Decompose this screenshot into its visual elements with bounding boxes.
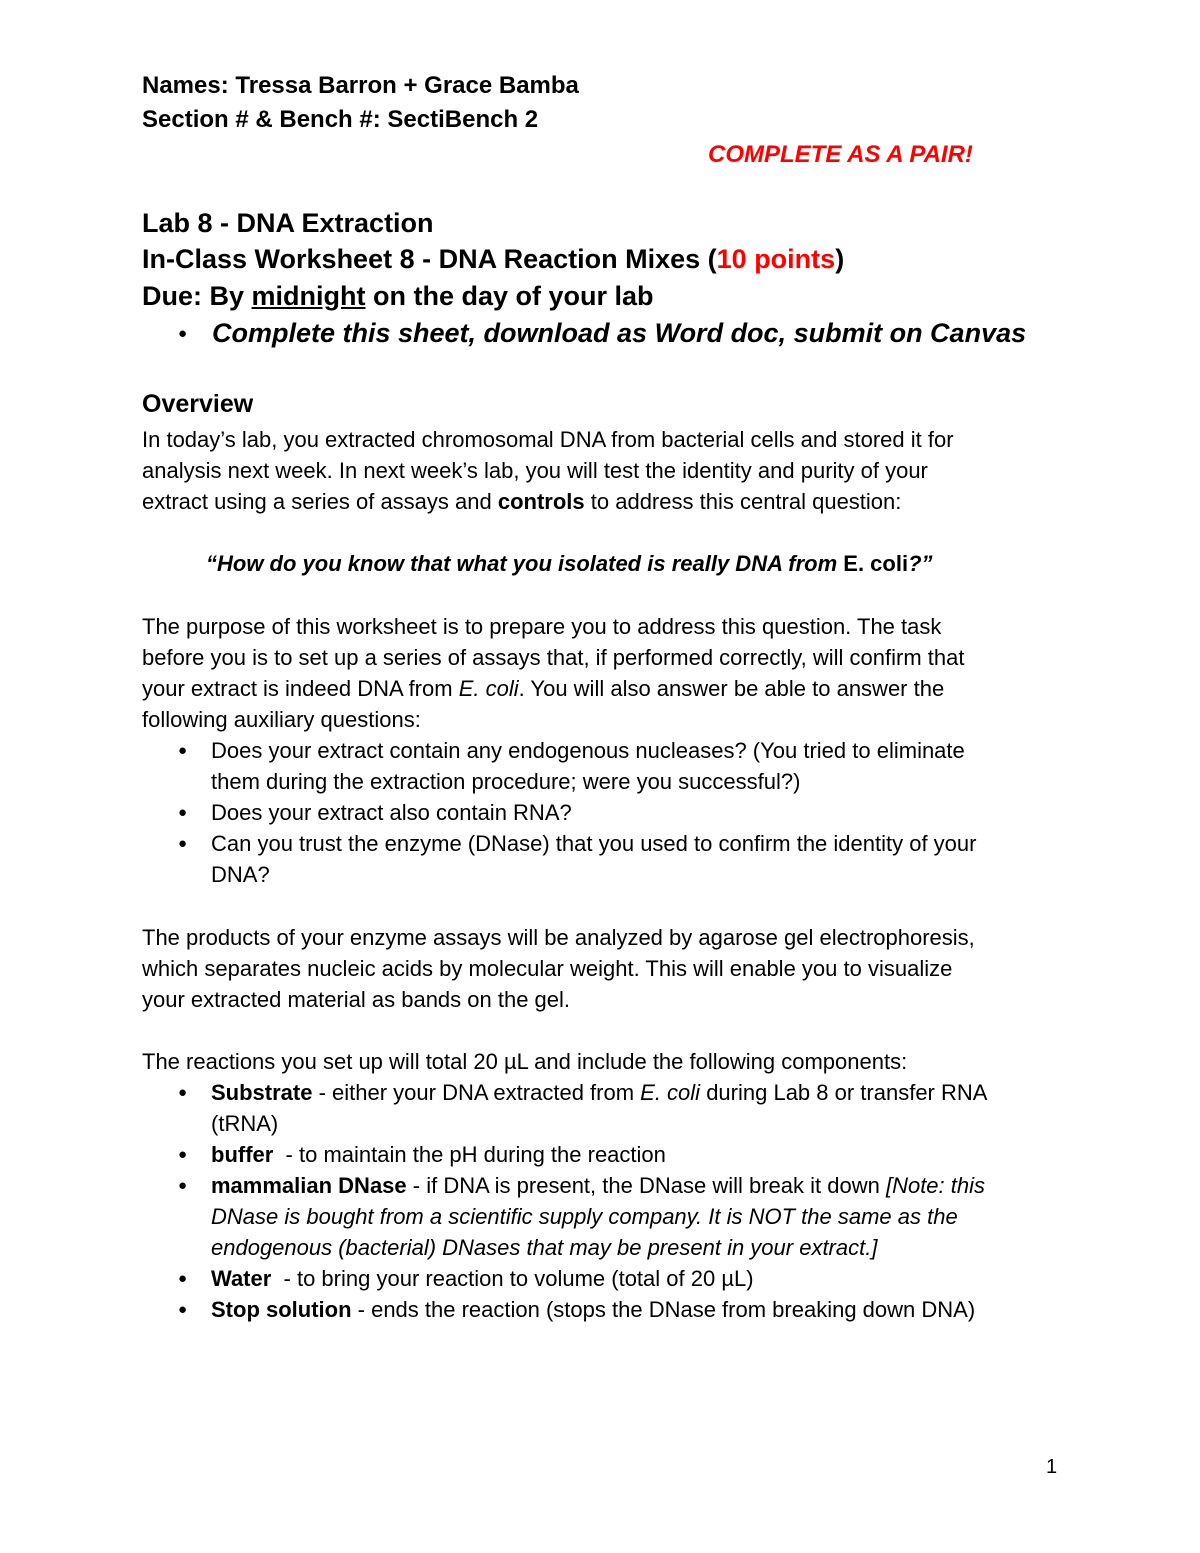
names-value: Tressa Barron + Grace Bamba (235, 72, 579, 99)
component-dnase-line3: endogenous (bacterial) DNases that may be present in your extract.] (211, 1235, 878, 1260)
bullet-icon: ● (178, 325, 188, 342)
due-midnight: midnight (251, 281, 366, 311)
bullet-icon: ● (178, 1084, 188, 1101)
overview-p3-line3: your extracted material as bands on the gel. (142, 987, 571, 1012)
component-term: Water (211, 1266, 272, 1291)
ecoli-term: E. coli (843, 551, 909, 576)
component-substrate-line2: (tRNA) (211, 1111, 279, 1136)
complete-note: COMPLETE AS A PAIR! (708, 141, 973, 168)
component-term: Stop solution (211, 1297, 352, 1322)
names-line (142, 72, 579, 100)
question-1-line1: Does your extract contain any endogenous nucleases? (You tried to eliminate (211, 738, 965, 763)
page-number: 1 (1046, 1456, 1058, 1478)
worksheet-title (142, 244, 844, 275)
lab-title: Lab 8 - DNA Extraction (142, 208, 434, 238)
component-dnase-line2: DNase is bought from a scientific supply company. It is NOT the same as the (211, 1204, 958, 1229)
question-3-line1: Can you trust the enzyme (DNase) that you used to confirm the identity of your (211, 831, 977, 856)
due-line (142, 281, 654, 312)
overview-p3-line2: which separates nucleic acids by molecular weight. This will enable you to visualize (142, 956, 953, 981)
bullet-icon: ● (178, 1177, 188, 1194)
text-span: extract using a series of assays and (142, 489, 498, 514)
text-span: during Lab 8 or transfer RNA (700, 1080, 988, 1105)
section-label: Section # & Bench #: (142, 106, 381, 133)
overview-heading: Overview (142, 390, 254, 418)
bullet-icon: ● (178, 1270, 188, 1287)
overview-p1-line1: In today’s lab, you extracted chromosomal DNA from bacterial cells and stored it for (142, 427, 954, 452)
text-span: - ends the reaction (stops the DNase from breaking down DNA) (351, 1297, 976, 1322)
ecoli-term: E. coli (640, 1080, 701, 1105)
bullet-icon: ● (178, 1301, 188, 1318)
question-2: Does your extract also contain RNA? (211, 800, 572, 825)
section-line (142, 106, 538, 134)
overview-p2-line3 (142, 673, 944, 704)
due-prefix: Due: By (142, 281, 252, 311)
text-span: ?” (908, 551, 933, 576)
bullet-icon: ● (178, 1146, 188, 1163)
overview-p3-line1: The products of your enzyme assays will be analyzed by agarose gel electrophoresis, (142, 925, 975, 950)
worksheet-title-prefix: In-Class Worksheet 8 - DNA Reaction Mixes ( (142, 244, 717, 274)
component-term: Substrate (211, 1080, 313, 1105)
question-1-line2: them during the extraction procedure; were you successful?) (211, 769, 801, 794)
due-suffix: on the day of your lab (365, 281, 654, 311)
controls-term: controls (497, 489, 585, 514)
component-term: mammalian DNase (211, 1173, 407, 1198)
component-term: buffer (211, 1142, 274, 1167)
overview-p4: The reactions you set up will total 20 µL and include the following components: (142, 1049, 908, 1074)
component-water (211, 1263, 754, 1294)
question-3-line2: DNA? (211, 862, 270, 887)
text-span: to address this central question: (584, 489, 902, 514)
text-span: your extract is indeed DNA from (142, 676, 459, 701)
worksheet-title-suffix: ) (835, 244, 845, 274)
overview-p2-line4: following auxiliary questions: (142, 707, 421, 732)
text-span: “How do you know that what you isolated is really DNA from (206, 551, 844, 576)
names-label: Names: (142, 72, 229, 99)
text-span: - to bring your reaction to volume (total of 20 µL) (271, 1266, 754, 1291)
component-buffer (211, 1139, 666, 1170)
overview-p1-line3 (142, 486, 901, 517)
worksheet-points: 10 points (716, 244, 836, 274)
component-dnase (211, 1170, 985, 1201)
central-question (206, 548, 933, 579)
overview-p2-line1: The purpose of this worksheet is to prepare you to address this question. The task (142, 614, 942, 639)
component-stop-solution (211, 1294, 975, 1325)
overview-p1-line2: analysis next week. In next week’s lab, you will test the identity and purity of your (142, 458, 928, 483)
bullet-icon: ● (178, 742, 188, 759)
section-value: SectiBench 2 (387, 106, 539, 133)
text-span: - either your DNA extracted from (312, 1080, 641, 1105)
component-substrate (211, 1077, 987, 1108)
text-span: . You will also answer be able to answer the (518, 676, 945, 701)
instruction-line: Complete this sheet, download as Word doc, submit on Canvas (212, 318, 1027, 348)
overview-p2-line2: before you is to set up a series of assays that, if performed correctly, will confirm that (142, 645, 965, 670)
ecoli-term: E. coli (458, 676, 519, 701)
text-span: - if DNA is present, the DNase will break it down (406, 1173, 886, 1198)
text-span: - to maintain the pH during the reaction (273, 1142, 666, 1167)
bullet-icon: ● (178, 804, 188, 821)
note-text: [Note: this (885, 1173, 985, 1198)
bullet-icon: ● (178, 835, 188, 852)
